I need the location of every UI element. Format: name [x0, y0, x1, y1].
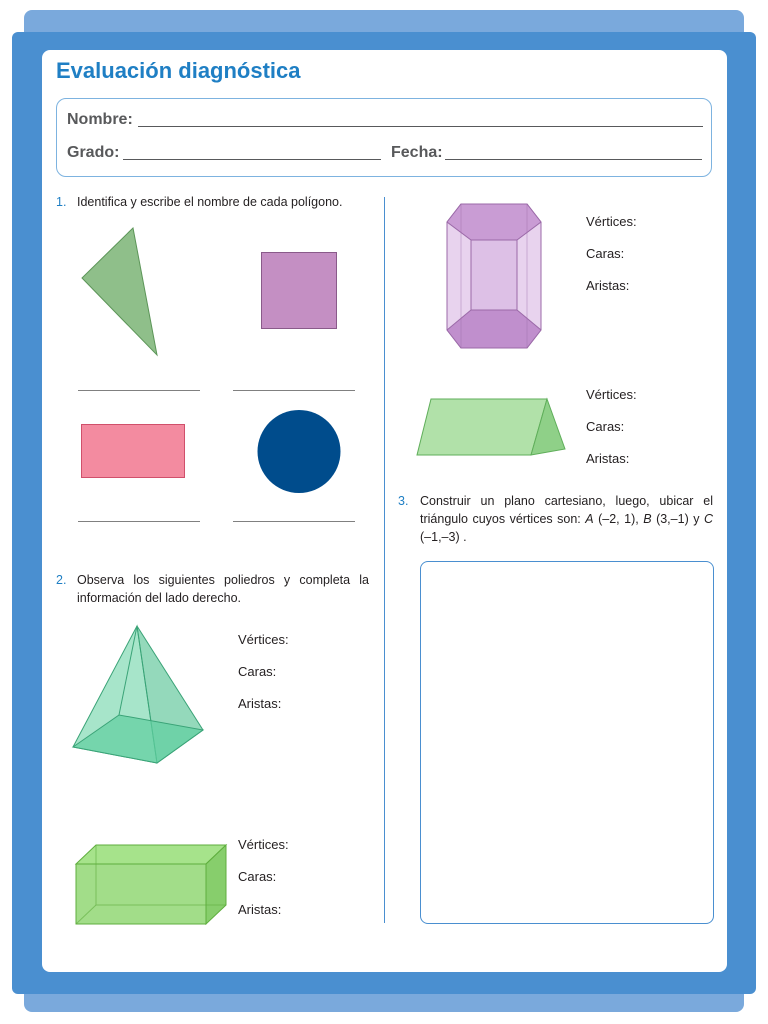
question-1-text: Identifica y escribe el nombre de cada polígono. [77, 195, 343, 209]
triangular-prism-vertices-label: Vértices: [586, 387, 637, 402]
triangle-figure [80, 226, 160, 358]
pyramid-faces-label: Caras: [238, 664, 277, 679]
triangular-prism-edges-label: Aristas: [586, 451, 630, 466]
triangular-prism-figure [415, 397, 567, 459]
vertex-a-label: A [585, 512, 594, 526]
name-label: Nombre: [67, 111, 133, 128]
question-3-text [420, 492, 713, 546]
question-3-text-start: Construir un plano cartesiano, luego, ubicar el triángulo cuyos vértices son: [420, 494, 713, 526]
cartesian-plane-answer-box[interactable] [420, 561, 714, 924]
triangle-answer-line[interactable] [78, 390, 200, 391]
rectangular-prism-vertices-label: Vértices: [238, 837, 289, 852]
circle-figure [257, 409, 341, 495]
student-info-box [56, 98, 712, 177]
pyramid-vertices-label: Vértices: [238, 632, 289, 647]
rectangle-figure [81, 424, 186, 479]
hexagonal-prism-faces-label: Caras: [586, 246, 625, 261]
hexagonal-prism-vertices-label: Vértices: [586, 214, 637, 229]
rectangle-answer-line[interactable] [78, 521, 200, 522]
name-field[interactable] [138, 126, 703, 127]
date-label: Fecha: [391, 144, 443, 161]
column-divider [384, 197, 385, 923]
triangular-prism-faces-label: Caras: [586, 419, 625, 434]
question-1-number: 1. [56, 195, 67, 209]
rectangular-prism-faces-label: Caras: [238, 869, 277, 884]
question-3-number: 3. [398, 494, 409, 508]
vertex-c-label: C [703, 512, 713, 526]
page-title: Evaluación diagnóstica [56, 58, 301, 83]
grade-label: Grado: [67, 144, 120, 161]
vertex-a-coords: (–2, 1), [593, 512, 644, 526]
question-2-text: Observa los siguientes poliedros y completa la información del lado derecho. [77, 573, 369, 605]
question-2-number: 2. [56, 573, 67, 587]
pyramid-figure [71, 624, 206, 766]
rectangular-prism-edges-label: Aristas: [238, 902, 282, 917]
vertex-b-coords: (3,–1) y [651, 512, 704, 526]
rectangular-prism-figure [74, 843, 229, 927]
hexagonal-prism-edges-label: Aristas: [586, 278, 630, 293]
square-figure [261, 252, 338, 330]
circle-answer-line[interactable] [233, 521, 355, 522]
pyramid-edges-label: Aristas: [238, 696, 282, 711]
grade-field[interactable] [123, 159, 381, 160]
hexagonal-prism-figure [445, 202, 543, 352]
vertex-b-label: B [643, 512, 652, 526]
vertex-c-coords: (–1,–3) . [420, 530, 467, 544]
date-field[interactable] [445, 159, 702, 160]
square-answer-line[interactable] [233, 390, 355, 391]
